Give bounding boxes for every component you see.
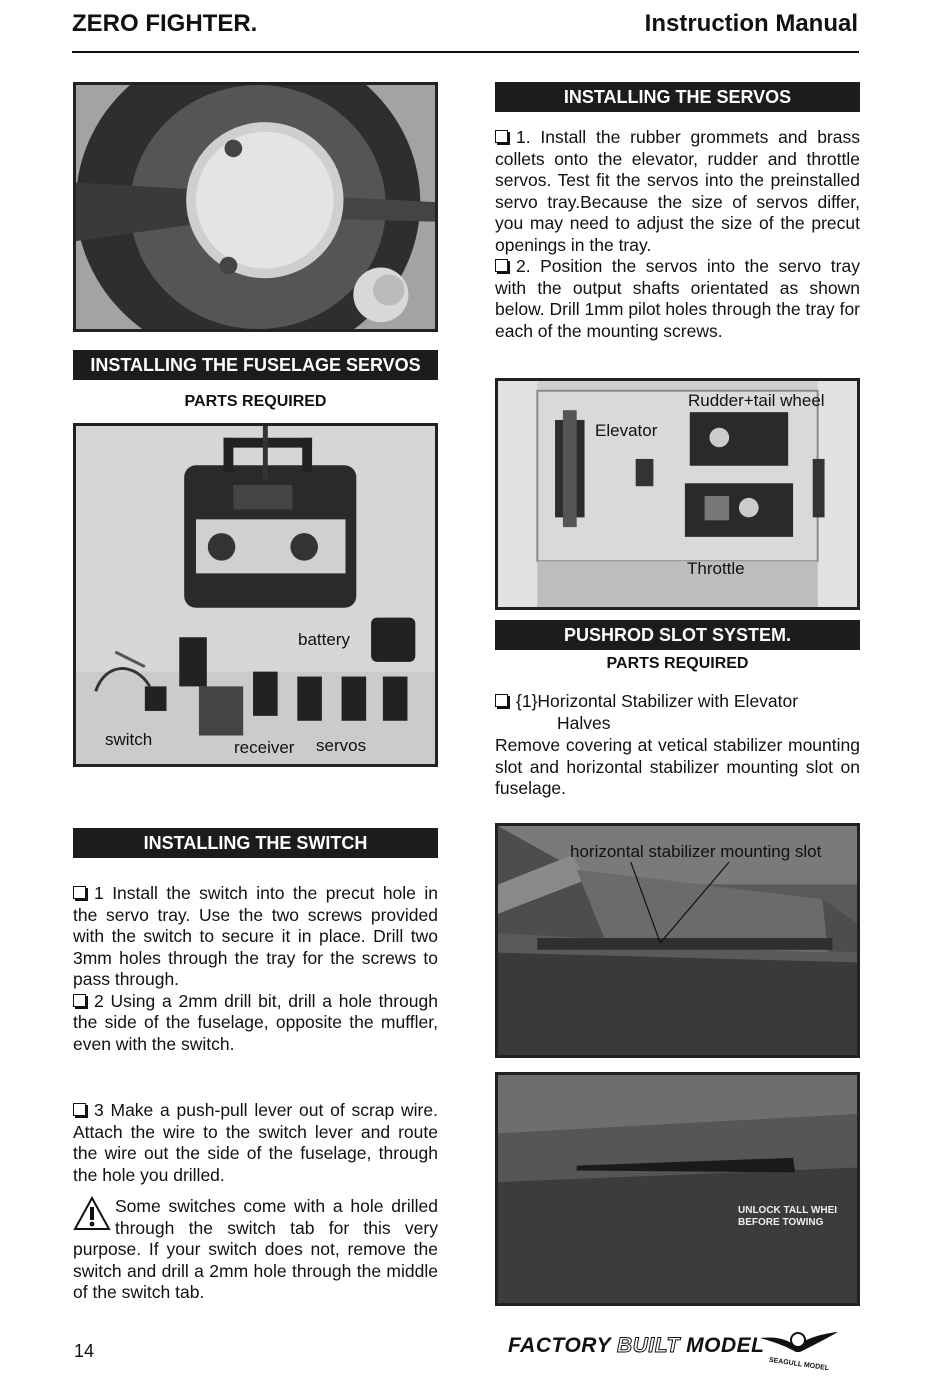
header-divider bbox=[72, 51, 859, 53]
header-subtitle: Instruction Manual bbox=[644, 10, 858, 37]
tow-decal bbox=[738, 1205, 837, 1229]
pushrod-part-1-line2: Halves bbox=[557, 712, 611, 733]
checkbox-icon bbox=[495, 130, 508, 143]
footer-brand bbox=[508, 1334, 764, 1358]
switch-step-3: 3 Make a push-pull lever out of scrap wire. Attach the wire to the switch lever and route the wire out the side of the fuselage, through the hole you drilled. bbox=[73, 1100, 438, 1185]
elevator-label: Elevator bbox=[595, 421, 658, 440]
pushrod-part-1-line1: {1}Horizontal Stabilizer with Elevator bbox=[516, 691, 799, 711]
vertical-slot-photo bbox=[495, 1072, 860, 1306]
tow-decal-line-1: UNLOCK TALL WHEI bbox=[738, 1205, 838, 1216]
switch-heading: INSTALLING THE SWITCH bbox=[73, 828, 438, 858]
tow-decal-line-2: BEFORE TOWING bbox=[738, 1217, 824, 1228]
servos-label: servos bbox=[316, 736, 367, 755]
servos-steps bbox=[495, 127, 860, 342]
rudder-label: Rudder+tail wheel bbox=[688, 391, 825, 410]
pushrod-part-1 bbox=[495, 691, 860, 734]
servo-tray-photo bbox=[495, 378, 860, 610]
checkbox-icon bbox=[495, 694, 508, 707]
seagull-logo-icon bbox=[758, 1326, 840, 1370]
warning-text: Some switches come with a hole drilled through the switch tab for this very purpose. If your switch does not, remove the switch and drill a 2mm hole through the middle of the switch tab. bbox=[73, 1196, 438, 1302]
page-number: 14 bbox=[74, 1341, 95, 1361]
servos-heading: INSTALLING THE SERVOS bbox=[495, 82, 860, 112]
checkbox-icon bbox=[73, 1103, 86, 1116]
footer-brand-part-a: FACTORY bbox=[508, 1334, 618, 1357]
switch-step-1: 1 Install the switch into the precut hole in the servo tray. Use the two screws provided with the switch to secure it in place. Drill two 3mm holes through the tray for the screws to pass through. bbox=[73, 883, 438, 989]
servos-step-2: 2. Position the servos into the servo tray with the output shafts orientated as shown below. Drill 1mm pilot holes through the tray for each of the mounting screws. bbox=[495, 256, 860, 341]
radio-parts-photo bbox=[73, 423, 438, 767]
spinner-photo bbox=[73, 82, 438, 332]
warning-icon bbox=[73, 1196, 111, 1232]
switch-steps-1-2 bbox=[73, 883, 438, 1055]
footer-brand-part-b: BUILT bbox=[617, 1334, 680, 1357]
warning-note bbox=[73, 1196, 438, 1304]
throttle-label: Throttle bbox=[687, 559, 745, 578]
checkbox-icon bbox=[495, 259, 508, 272]
header-title: ZERO FIGHTER. bbox=[72, 10, 258, 37]
pushrod-parts-required: PARTS REQUIRED bbox=[606, 655, 749, 672]
stabilizer-slot-label: horizontal stabilizer mounting slot bbox=[570, 842, 822, 861]
seagull-logo-text: SEAGULL MODEL bbox=[768, 1356, 830, 1370]
servos-step-1: 1. Install the rubber grommets and brass collets onto the elevator, rudder and throttle servos. Test fit the servos into the preinstalled servo tray.Because the size of servos differ, you may need to adjust the size of the precut openings in the tray. bbox=[495, 127, 860, 255]
battery-label: battery bbox=[298, 630, 350, 649]
checkbox-icon bbox=[73, 994, 86, 1007]
switch-step-2: 2 Using a 2mm drill bit, drill a hole through the side of the fuselage, opposite the muffler, even with the switch. bbox=[73, 990, 438, 1054]
footer-brand-part-c: MODEL bbox=[679, 1334, 765, 1357]
pushrod-heading: PUSHROD SLOT SYSTEM. bbox=[495, 620, 860, 650]
switch-label: switch bbox=[105, 730, 153, 749]
switch-step-3-block bbox=[73, 1100, 438, 1186]
receiver-label: receiver bbox=[234, 738, 295, 757]
fuselage-servos-heading: INSTALLING THE FUSELAGE SERVOS bbox=[73, 350, 438, 380]
stabilizer-slot-photo bbox=[495, 823, 860, 1058]
fuselage-parts-required: PARTS REQUIRED bbox=[184, 393, 327, 410]
pushrod-body: Remove covering at vetical stabilizer mounting slot and horizontal stabilizer mounting slot on fuselage. bbox=[495, 735, 860, 798]
checkbox-icon bbox=[73, 886, 86, 899]
